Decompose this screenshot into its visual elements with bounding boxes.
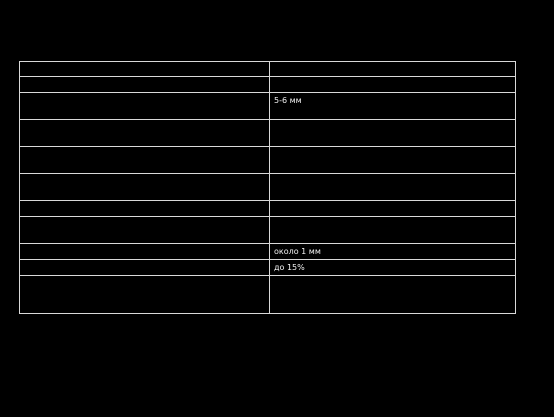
row-value xyxy=(270,120,516,147)
row-label xyxy=(20,217,270,244)
row-value-line xyxy=(274,203,511,214)
row-value-line xyxy=(274,149,511,160)
row-value-line xyxy=(274,289,511,300)
row-value xyxy=(270,93,516,120)
table-row xyxy=(20,93,516,120)
row-label xyxy=(20,77,270,93)
slide-title xyxy=(40,12,515,54)
table-row xyxy=(20,147,516,174)
row-label xyxy=(20,174,270,201)
table-header-row xyxy=(20,62,516,77)
table-row xyxy=(20,244,516,260)
row-value-line xyxy=(274,106,511,117)
column-header-value xyxy=(270,62,516,77)
row-value xyxy=(270,260,516,276)
row-label xyxy=(20,260,270,276)
row-value-line xyxy=(274,79,511,90)
row-value xyxy=(270,217,516,244)
row-value xyxy=(270,147,516,174)
row-label xyxy=(20,244,270,260)
row-value-line xyxy=(274,160,511,171)
row-value-line: до 15% xyxy=(274,263,305,272)
row-label xyxy=(20,120,270,147)
column-header-parameter xyxy=(20,62,270,77)
row-value xyxy=(270,174,516,201)
table-row xyxy=(20,201,516,217)
row-value xyxy=(270,244,516,260)
table-row xyxy=(20,260,516,276)
row-value-line xyxy=(274,133,511,144)
row-value-line: 5-6 мм xyxy=(274,96,302,105)
row-value xyxy=(270,77,516,93)
row-label xyxy=(20,93,270,120)
title-line-1 xyxy=(40,12,515,33)
row-label xyxy=(20,276,270,314)
row-value-line xyxy=(274,187,511,198)
row-value-line xyxy=(274,230,511,241)
table-row xyxy=(20,174,516,201)
table-row xyxy=(20,217,516,244)
specifications-table xyxy=(19,61,516,314)
row-value-line xyxy=(274,122,511,133)
row-value xyxy=(270,276,516,314)
table-row xyxy=(20,276,516,314)
row-label xyxy=(20,201,270,217)
row-value-line xyxy=(274,278,511,289)
row-value-line xyxy=(274,219,511,230)
row-value-line xyxy=(274,300,511,311)
row-value-line: около 1 мм xyxy=(274,247,321,256)
table-body xyxy=(20,77,516,314)
table-row xyxy=(20,120,516,147)
row-value-line xyxy=(274,176,511,187)
title-line-2 xyxy=(40,33,515,54)
table-row xyxy=(20,77,516,93)
row-label xyxy=(20,147,270,174)
row-value xyxy=(270,201,516,217)
